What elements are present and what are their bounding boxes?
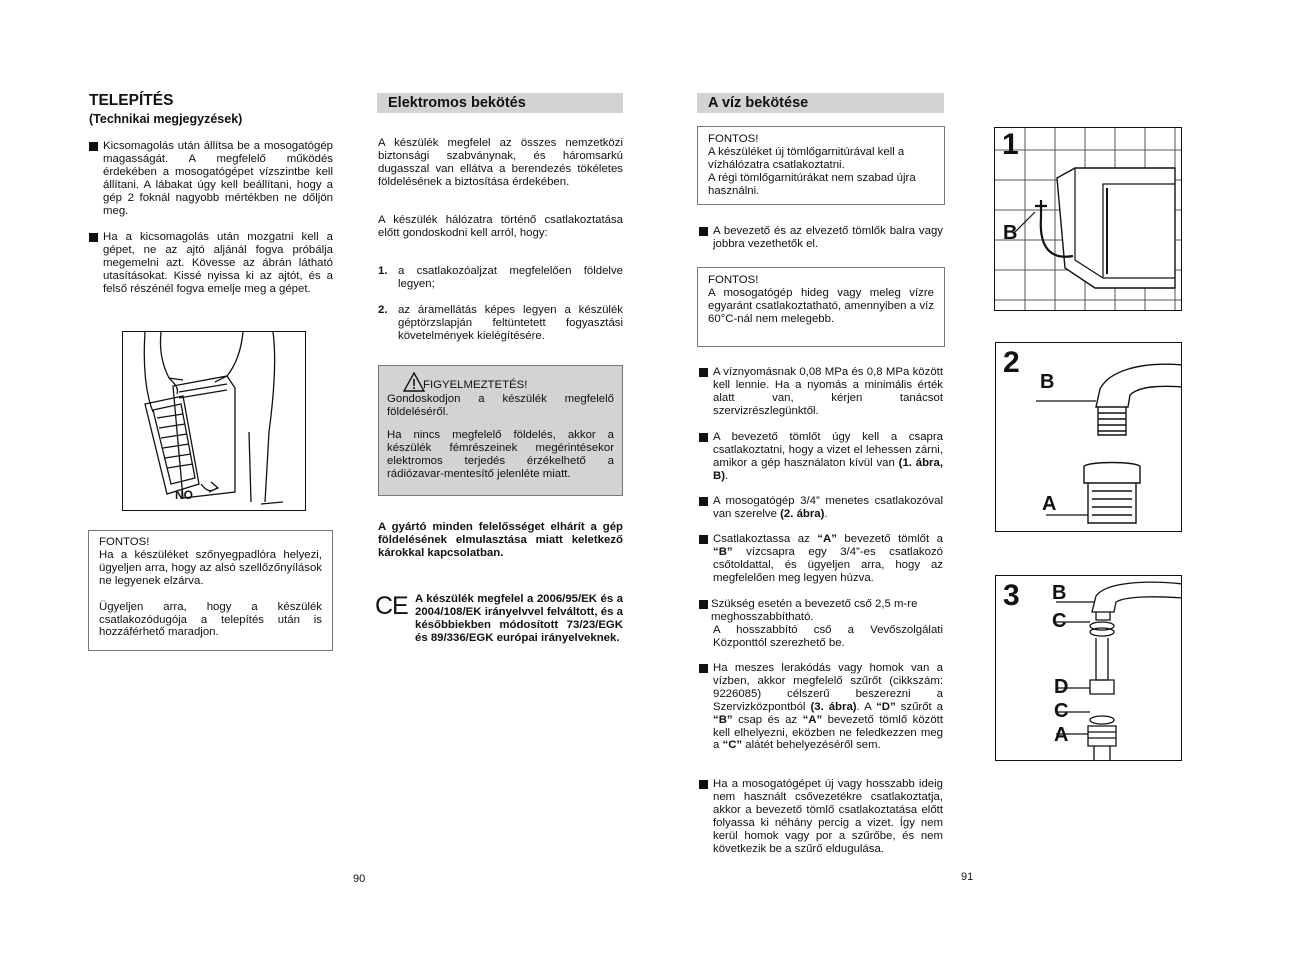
list-item [699,431,943,483]
filter-assembly-drawing [996,576,1182,761]
page-number: 91 [961,871,974,883]
note-heading: FONTOS! [708,274,759,286]
figure-letter: D [1054,676,1069,698]
figure-letter: C [1054,700,1069,722]
bullet-text: Kicsomagolás után állítsa be a mosogatógép magasságát. A megfelelő működés érdekében a mosogatógépet vízszintbe kell állítani. A lábakat úgy kell beállítani, hogy a gép 2 foknál nagyobb mértékben ne dőljön meg. [103,140,333,217]
item-text: a csatlakozóaljzat megfelelően földelve legyen; [398,265,623,290]
bullet-square [89,142,98,151]
figure-letter: A [1054,724,1069,746]
bullet-square [89,233,98,242]
lifting-illustration [122,331,306,511]
paragraph: A készülék hálózatra történő csatlakoztatása előtt gondoskodni kell arról, hogy: [378,214,623,239]
bullet-text: Ha a kicsomagolás után mozgatni kell a gépet, ne az ajtó aljánál fogva próbálja megemelni azt. Kövesse az ábrán látható utasításokat. Kissé nyissa ki az ajtót, és a felső részénél fogva emelje meg a gépet. [103,231,333,295]
bullet-text: Ha a mosogatógépet új vagy hosszabb ideig nem használt csővezetékre csatlakoztatja, akkor a bevezető tömlő csatlakoztatása előtt folyassa ki néhány percig a vizet. Így nem kerül homok vagy por a szűrőbe, és nem következik be a szűrő eldugulása. [713,778,943,855]
page-subtitle: (Technikai megjegyzések) [89,112,243,126]
paragraph: A készülék megfelel az összes nemzetközi biztonsági szabványnak, és háromsarkú dugasszal van ellátva a berendezés tökéletes földelésének a biztosítása érdekében. [378,137,623,188]
note-text: Ha a készüléket szőnyegpadlóra helyezi, ügyeljen arra, hogy az alsó szellőzőnyílások ne legyenek elzárva. [99,548,322,587]
dishwasher-lift-drawing [123,332,306,511]
bullet-text: Szükség esetén a bevezető cső 2,5 m-re meghosszabbítható. A hosszabbító cső a Vevőszolgálati Központtól szerezhető be. [711,598,943,649]
section-header-electrical: Elektromos bekötés [377,93,623,113]
bullet-square [699,368,708,377]
ce-compliance-text: A készülék megfelel a 2006/95/EK és a 2004/108/EK irányelvvel felváltott, és a későbbiekben módosított 73/23/EGK és 89/336/EGK európai irányelveknek. [415,593,623,644]
warning-heading-row [387,372,614,396]
bullet-square [699,780,708,789]
figure-letter: C [1052,610,1067,632]
item-text: az áramellátás képes legyen a készülék géptörzslapján feltüntetett fogyasztási követelmények kielégítésére. [398,304,623,342]
page-number: 90 [353,873,366,885]
bullet-text: A bevezető és az elvezető tömlők balra vagy jobbra vezethetők el. [713,225,943,250]
bullet-square [699,433,708,442]
list-item [699,533,943,585]
bullet-text: A bevezető tömlőt úgy kell a csapra csatlakoztatni, hogy a vizet el lehessen zárni, amikor a gép használaton kívül van (1. ábra, B). [713,431,943,482]
list-item [699,495,943,521]
list-item [699,225,943,251]
warning-text: Gondoskodjon a készülék megfelelő földeléséről. [387,393,614,418]
figure-number: 2 [1003,346,1020,379]
figure-letter: B [1003,222,1018,244]
list-item [699,778,943,855]
tap-connection-drawing [995,128,1182,311]
disclaimer: A gyártó minden felelősséget elhárít a gép földelésének elmulasztása miatt keletkező károkkal kapcsolatban. [378,521,623,559]
bullet-square [699,664,708,673]
figure-1 [994,127,1182,311]
warning-icon [403,372,425,392]
list-item [699,366,943,418]
bullet-square [699,600,708,609]
figure-number: 1 [1002,128,1019,161]
page-title: TELEPÍTÉS [89,92,174,109]
note-text: Ügyeljen arra, hogy a készülék csatlakozódugója a telepítés után is hozzáférhető maradjon. [99,600,322,639]
figure-letter: B [1040,371,1055,393]
list-item [699,662,943,752]
bullet-text: Csatlakoztassa az “A” bevezető tömlőt a “B” vízcsapra egy 3/4”-es csatlakozó csőtoldattal, és ügyeljen arra, hogy az megfelelően meg legyen húzva. [713,533,943,584]
bullet-square [699,535,708,544]
list-item [378,304,623,343]
list-item [378,265,623,291]
figure-3 [995,575,1182,761]
no-label: NO [175,488,193,502]
item-number: 2. [378,304,388,316]
important-note [697,126,945,205]
figure-letter: B [1052,582,1067,604]
figure-number: 3 [1003,579,1020,612]
important-note [88,530,333,651]
note-heading: FONTOS! [708,133,759,145]
important-note [697,267,945,347]
ce-mark: CE [375,592,408,620]
warning-heading: FIGYELMEZTETÉS! [423,379,528,391]
note-heading: FONTOS! [99,536,150,548]
warning-text: Ha nincs megfelelő földelés, akkor a készülék fémrészeinek megérintésekor elektromos terjedés érzékelhető a rádiózavar-mentesítő jelenléte miatt. [387,428,614,480]
section-header-water: A víz bekötése [697,93,944,113]
item-number: 1. [378,265,388,277]
note-text: A régi tömlőgarnitúrákat nem szabad újra használni. [708,171,916,197]
list-item [89,140,333,217]
bullet-square [699,227,708,236]
list-item [89,231,333,296]
bullet-text: A mosogatógép 3/4” menetes csatlakozóval van szerelve (2. ábra). [713,495,943,520]
note-text: A készüléket új tömlőgarnitúrával kell a vízhálózatra csatlakoztatni. [708,145,905,171]
list-item [699,598,943,650]
figure-letter: A [1042,493,1057,515]
bullet-text: A víznyomásnak 0,08 MPa és 0,8 MPa között kell lennie. Ha a nyomás a minimális érték alatt van, kérjen tanácsot szervizrészlegünktől. [713,366,943,417]
bullet-text: Ha meszes lerakódás vagy homok van a vízben, akkor megfelelő szűrőt (cikkszám: 9226085) célszerű beszerezni a Szervizközpontból (3. ábra). A “D” szűrőt a “B” csap és az “A” bevezető tömlő között kell elhelyezni, eközben ne feledkezzen meg a “C” alátét behelyezéséről sem. [713,662,944,752]
threaded-tap-drawing [996,343,1182,532]
note-text: A mosogatógép hideg vagy meleg vízre egyaránt csatlakoztatható, amennyiben a víz 60°C-nál nem melegebb. [708,286,934,325]
figure-2 [995,342,1182,532]
warning-box [378,365,623,496]
bullet-square [699,497,708,506]
